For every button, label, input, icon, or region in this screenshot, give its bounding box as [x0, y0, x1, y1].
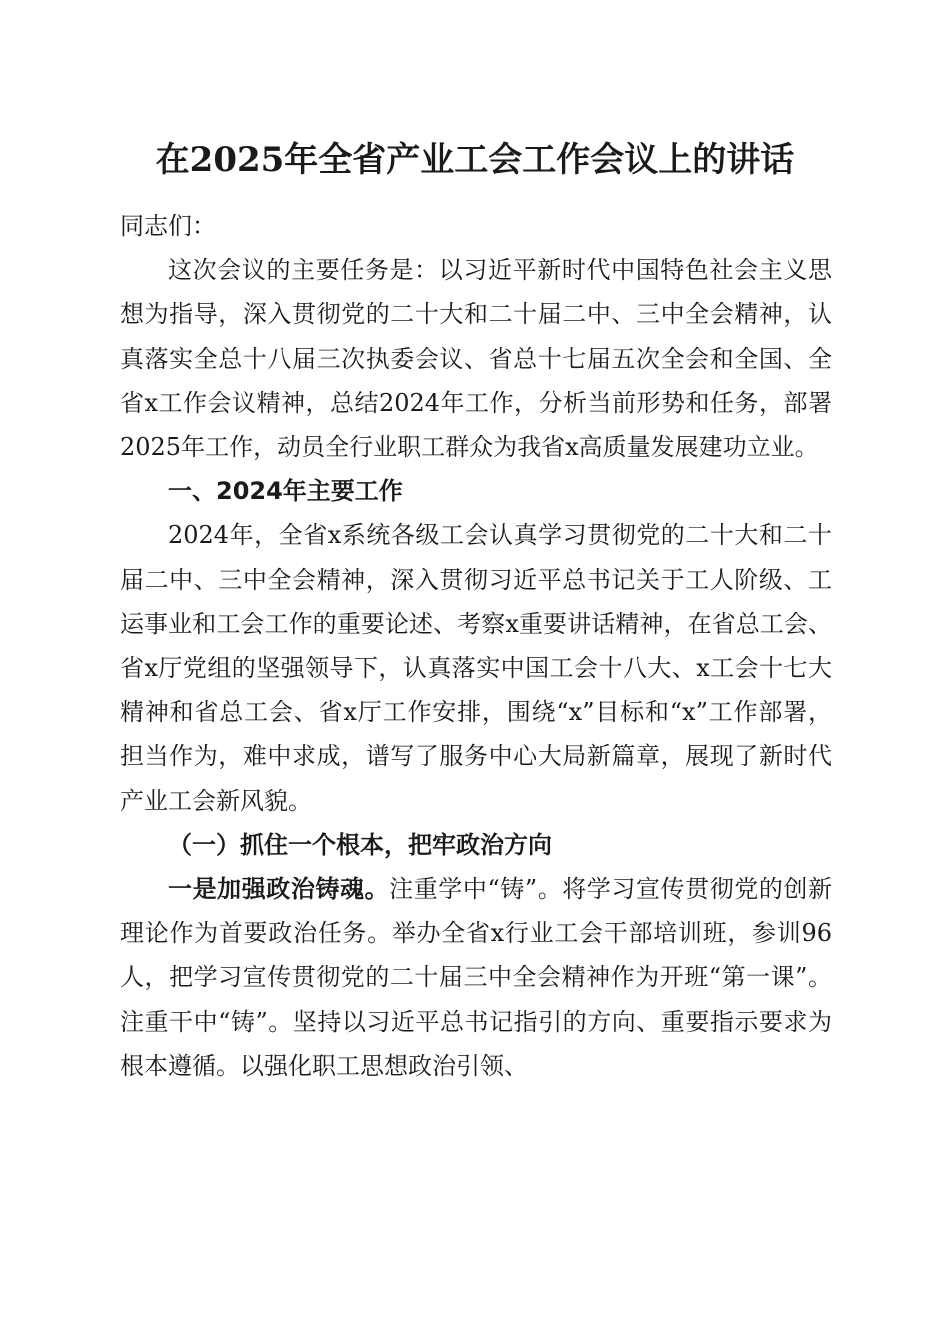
paragraph-political — [120, 867, 832, 1088]
paragraph-body: 注重学中“铸”。将学习宣传贯彻党的创新理论作为首要政治任务。举办全省x行业工会干部培训班，参训96人，把学习宣传贯彻党的二十届三中全会精神作为开班“第一课”。注重干中“铸”。坚持以习近平总书记指引的方向、重要指示要求为根本遵循。以强化职工思想政治引领、 — [120, 875, 832, 1080]
document-body — [120, 204, 832, 1088]
paragraph-summary: 2024年，全省x系统各级工会认真学习贯彻党的二十大和二十届二中、三中全会精神，深入贯彻习近平总书记关于工人阶级、工运事业和工会工作的重要论述、考察x重要讲话精神，在省总工会、省x厅党组的坚强领导下，认真落实中国工会十八大、x工会十七大精神和省总工会、省x厅工作安排，围绕“x”目标和“x”工作部署，担当作为，难中求成，谱写了服务中心大局新篇章，展现了新时代产业工会新风貌。 — [120, 521, 832, 815]
document-title: 在2025年全省产业工会工作会议上的讲话 — [155, 140, 795, 180]
subsection-heading: （一）抓住一个根本，把牢政治方向 — [168, 829, 552, 859]
paragraph-lead: 一是加强政治铸魂。 — [168, 874, 390, 904]
paragraph-intro: 这次会议的主要任务是：以习近平新时代中国特色社会主义思想为指导，深入贯彻党的二十大和二十届二中、三中全会精神，认真落实全总十八届三次执委会议、省总十七届五次全会和全国、全省x工作会议精神，总结2024年工作，分析当前形势和任务，部署2025年工作，动员全行业职工群众为我省x高质量发展建功立业。 — [120, 256, 832, 462]
salutation: 同志们： — [120, 212, 216, 240]
section-heading: 一、2024年主要工作 — [168, 477, 403, 506]
